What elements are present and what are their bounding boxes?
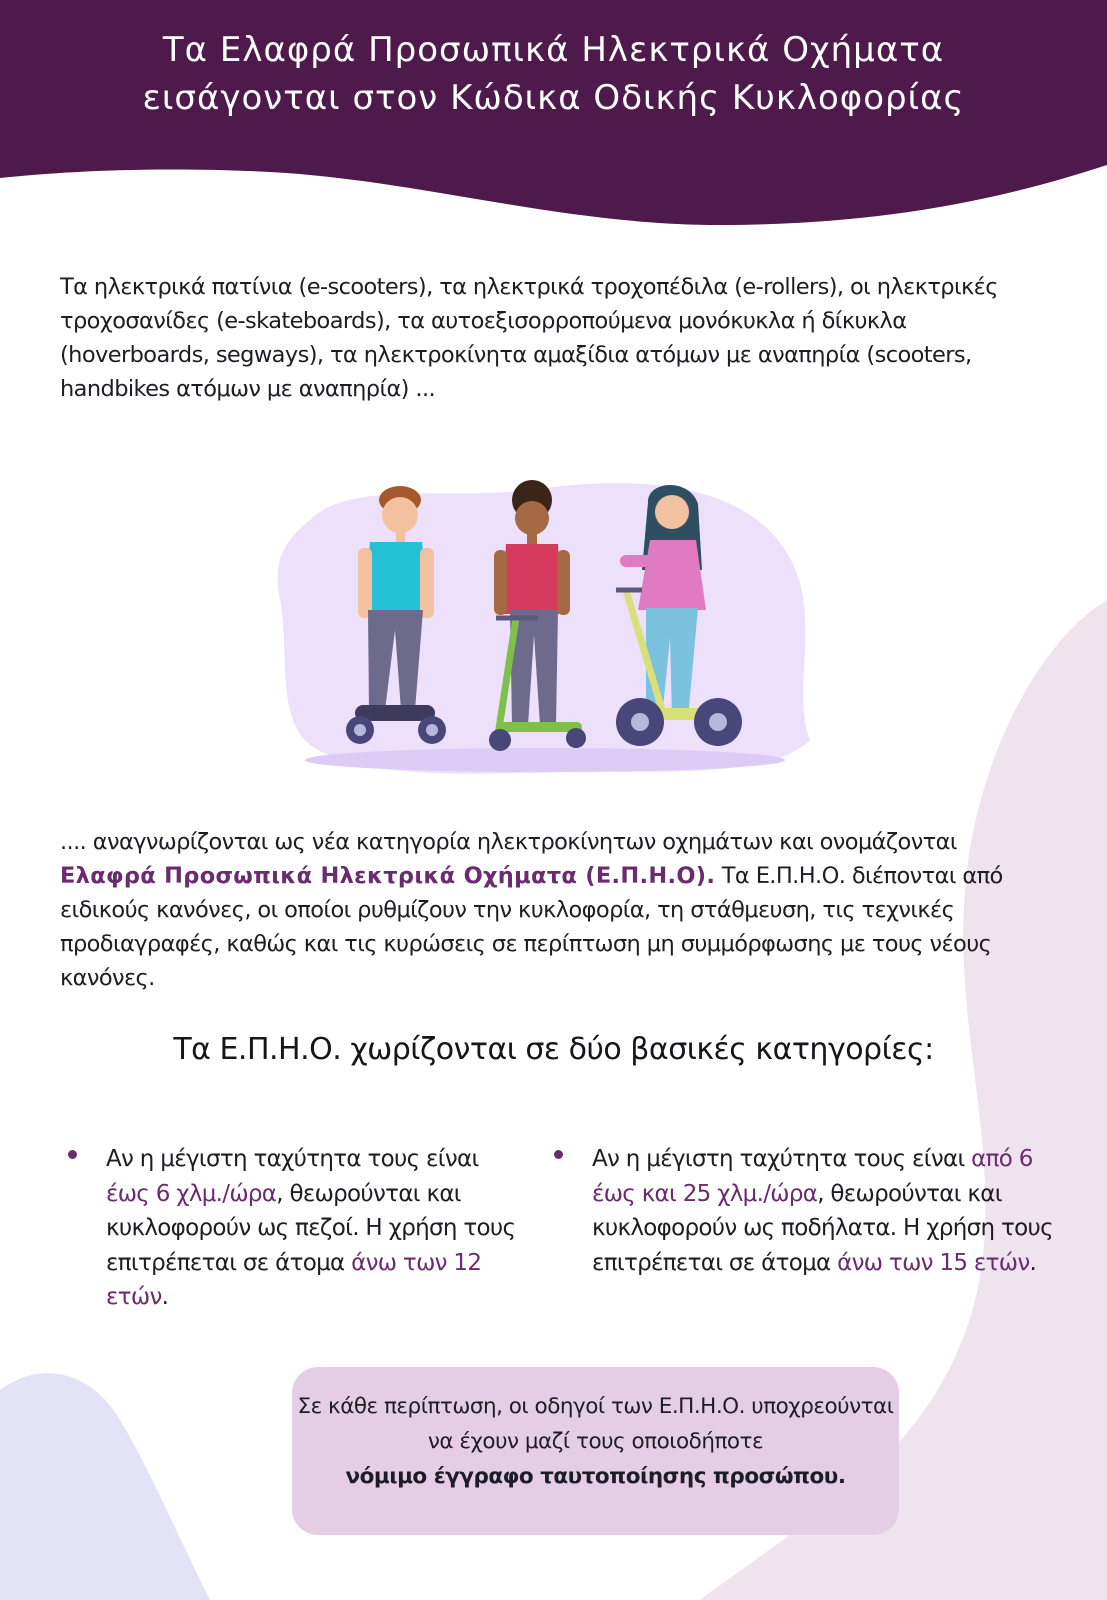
category-intro: Αν η μέγιστη ταχύτητα τους είναι bbox=[592, 1146, 965, 1172]
page-title-line-2: εισάγονται στον Κώδικα Οδικής Κυκλοφορίας bbox=[142, 78, 965, 118]
description-text-2: Τα Ε.Π.Η.Ο. διέπονται από ειδικούς κανόνες, οι οποίοι ρυθμίζουν την κυκλοφορία, τη στάθμευση, τις τεχνικές προδιαγραφές, καθώς και τις κυρώσεις σε περίπτωση μη συμμόρφωσης με τους νέους κανόνες. bbox=[60, 863, 1003, 991]
id-document-notice-box bbox=[292, 1367, 899, 1535]
category-body: , θεωρούνται και κυκλοφορούν ως ποδήλατα. Η χρήση τους επιτρέπεται σε άτομα bbox=[592, 1180, 1053, 1276]
category-end: . bbox=[1029, 1249, 1037, 1276]
category-pedestrian bbox=[106, 1142, 526, 1315]
speed-limit-highlight: έως 6 χλμ./ώρα bbox=[106, 1180, 277, 1207]
category-body: , θεωρούνται και κυκλοφορούν ως πεζοί. Η χρήση τους επιτρέπεται σε άτομα bbox=[106, 1180, 516, 1276]
age-limit-highlight: άνω των 12 ετών bbox=[106, 1249, 482, 1310]
header-banner bbox=[0, 0, 1107, 240]
description-text-1: .... αναγνωρίζονται ως νέα κατηγορία ηλεκτροκίνητων οχημάτων και ονομάζονται bbox=[60, 829, 957, 855]
page-title bbox=[0, 26, 1107, 122]
notice-bold-text: νόμιμο έγγραφο ταυτοποίησης προσώπου. bbox=[345, 1464, 846, 1489]
categories-heading: Τα Ε.Π.Η.Ο. χωρίζονται σε δύο βασικές κατηγορίες: bbox=[173, 1032, 934, 1067]
notice-text: Σε κάθε περίπτωση, οι οδηγοί των Ε.Π.Η.Ο. υποχρεούνται να έχουν μαζί τους οποιοδήποτε bbox=[297, 1394, 894, 1454]
intro-paragraph: Τα ηλεκτρικά πατίνια (e-scooters), τα ηλεκτρικά τροχοπέδιλα (e-rollers), οι ηλεκτρικές τροχοσανίδες (e-skateboards), τα αυτοεξισορροπούμενα μονόκυκλα ή δίκυκλα (hoverboards, segways), τα ηλεκτροκίνητα αμαξίδια ατόμων με αναπηρία (scooters, handbikes ατόμων με αναπηρία) ... bbox=[60, 274, 998, 402]
category-bicycle bbox=[592, 1142, 1062, 1280]
category-intro: Αν η μέγιστη ταχύτητα τους είναι bbox=[106, 1146, 479, 1172]
description-paragraph bbox=[60, 825, 1050, 995]
bullet-point bbox=[554, 1150, 563, 1159]
category-end: . bbox=[161, 1284, 169, 1310]
epho-term-highlight: Ελαφρά Προσωπικά Ηλεκτρικά Οχήματα (Ε.Π.Η.Ο). bbox=[60, 863, 716, 889]
page-title-line-1: Τα Ελαφρά Προσωπικά Ηλεκτρικά Οχήματα bbox=[162, 30, 945, 70]
people-on-e-vehicles-illustration bbox=[270, 460, 830, 790]
bullet-point bbox=[68, 1150, 77, 1159]
speed-limit-highlight: από 6 έως και 25 χλμ./ώρα bbox=[592, 1146, 1033, 1207]
age-limit-highlight: άνω των 15 ετών bbox=[837, 1249, 1030, 1276]
